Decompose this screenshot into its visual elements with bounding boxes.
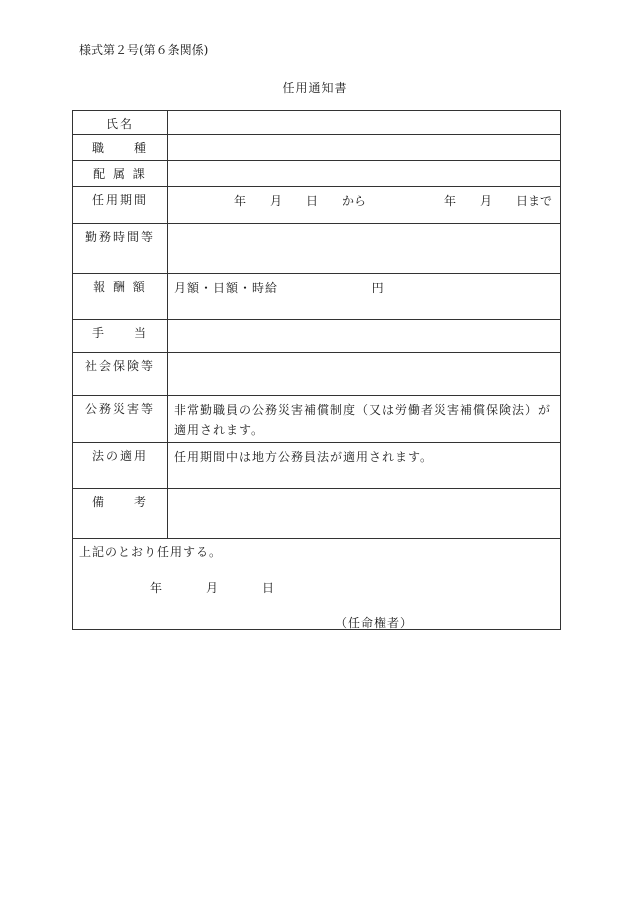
row-allowance xyxy=(73,320,561,353)
row-accident xyxy=(73,396,561,443)
label-department: 配 属 課 xyxy=(73,161,168,187)
appointment-notice-table xyxy=(72,110,561,630)
row-name xyxy=(73,111,561,135)
value-hours xyxy=(168,224,561,274)
pay-unit: 円 xyxy=(371,281,385,295)
label-hours: 勤務時間等 xyxy=(73,224,168,274)
pay-type: 月額・日額・時給 xyxy=(174,281,279,295)
label-accident: 公務災害等 xyxy=(73,396,168,443)
document-title: 任用通知書 xyxy=(282,81,348,95)
term-from-year: 年 xyxy=(234,194,247,208)
label-allowance: 手 当 xyxy=(73,320,168,353)
row-remarks xyxy=(73,489,561,539)
row-hours xyxy=(73,224,561,274)
label-term: 任用期間 xyxy=(73,187,168,224)
value-allowance xyxy=(168,320,561,353)
label-insurance: 社会保険等 xyxy=(73,353,168,396)
appointing-authority: （任命権者） xyxy=(335,616,414,630)
value-pay xyxy=(168,274,561,320)
value-term xyxy=(168,187,561,224)
term-from-month: 月 xyxy=(270,194,283,208)
term-to-year: 年 xyxy=(443,194,456,208)
date-year: 年 xyxy=(150,581,163,595)
term-period xyxy=(174,191,554,211)
value-law: 任用期間中は地方公務員法が適用されます。 xyxy=(168,443,561,489)
label-pay: 報 酬 額 xyxy=(73,274,168,320)
term-to-day: 日まで xyxy=(515,194,552,208)
value-department xyxy=(168,161,561,187)
date-day: 日 xyxy=(262,581,275,595)
term-to-month: 月 xyxy=(479,194,492,208)
appointment-statement: 上記のとおり任用する。 xyxy=(79,545,223,559)
label-remarks: 備 考 xyxy=(73,489,168,539)
term-gap xyxy=(390,191,420,211)
label-law: 法の適用 xyxy=(73,443,168,489)
value-accident: 非常勤職員の公務災害補償制度（又は労働者災害補償保険法）が適用されます。 xyxy=(168,396,561,443)
value-job-type xyxy=(168,135,561,161)
label-job-type: 職 種 xyxy=(73,135,168,161)
row-pay xyxy=(73,274,561,320)
term-from-day: 日 xyxy=(306,194,319,208)
row-department xyxy=(73,161,561,187)
row-law xyxy=(73,443,561,489)
row-job-type xyxy=(73,135,561,161)
value-remarks xyxy=(168,489,561,539)
appointment-date xyxy=(150,579,274,596)
label-name: 氏名 xyxy=(73,111,168,135)
row-term xyxy=(73,187,561,224)
form-number: 様式第２号(第６条関係) xyxy=(79,43,209,57)
footer-cell xyxy=(73,539,561,630)
row-insurance xyxy=(73,353,561,396)
date-month: 月 xyxy=(206,581,219,595)
value-insurance xyxy=(168,353,561,396)
row-footer xyxy=(73,539,561,630)
value-name xyxy=(168,111,561,135)
term-from: から xyxy=(342,194,367,208)
